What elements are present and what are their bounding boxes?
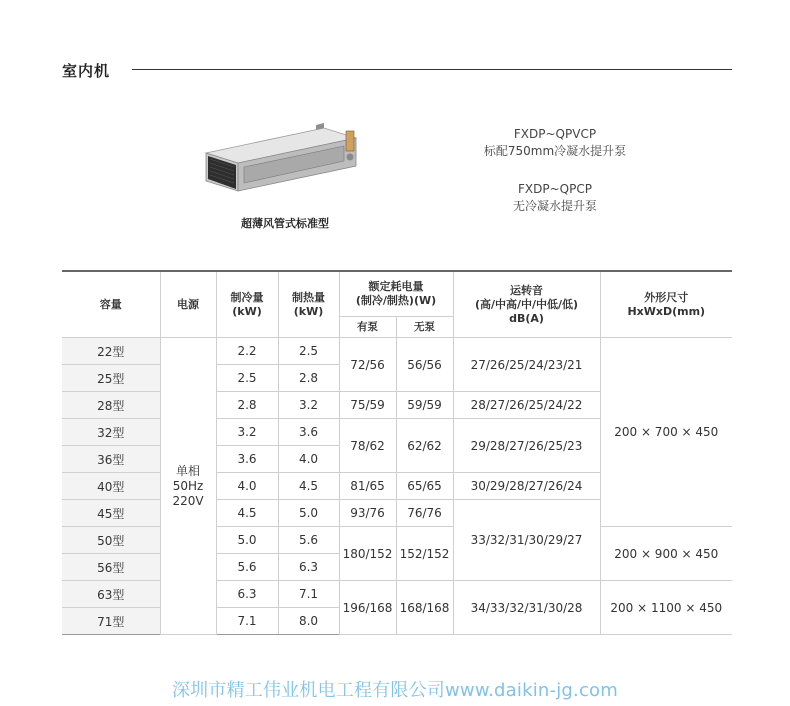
consumption-with-pump-cell: 196/168 (339, 581, 396, 635)
consumption-with-pump-cell: 72/56 (339, 338, 396, 392)
header-power: 电源 (160, 271, 216, 338)
header-cooling (216, 271, 278, 338)
cooling-cell: 4.5 (216, 500, 278, 527)
cooling-cell: 4.0 (216, 473, 278, 500)
consumption-with-pump-cell: 75/59 (339, 392, 396, 419)
heating-cell: 2.5 (278, 338, 339, 365)
heating-cell: 4.5 (278, 473, 339, 500)
cooling-cell: 3.2 (216, 419, 278, 446)
model-code: FXDP~QPCP (518, 182, 592, 196)
model-without-pump (455, 181, 655, 215)
power-frequency: 50Hz (172, 478, 204, 493)
power-supply-cell (160, 338, 216, 635)
heating-cell: 7.1 (278, 581, 339, 608)
noise-cell: 33/32/31/30/29/27 (453, 500, 600, 581)
model-code: FXDP~QPVCP (513, 127, 597, 141)
product-caption: 超薄风管式标准型 (241, 217, 329, 230)
header-dimensions-unit: HxWxD(mm) (627, 304, 706, 318)
ducted-unit-image (196, 113, 366, 198)
header-without-pump: 无泵 (396, 317, 453, 338)
cooling-cell: 6.3 (216, 581, 278, 608)
header-cooling-unit: (kW) (232, 304, 262, 318)
header-heating-label: 制热量 (292, 290, 325, 304)
cooling-cell: 2.2 (216, 338, 278, 365)
cooling-cell: 3.6 (216, 446, 278, 473)
capacity-cell: 63型 (62, 581, 160, 608)
heating-cell: 5.0 (278, 500, 339, 527)
model-description: 标配750mm冷凝水提升泵 (483, 144, 627, 158)
cooling-cell: 5.6 (216, 554, 278, 581)
capacity-cell: 50型 (62, 527, 160, 554)
title-divider (132, 69, 732, 70)
dimension-cell: 200 × 1100 × 450 (600, 581, 732, 635)
noise-cell: 28/27/26/25/24/22 (453, 392, 600, 419)
capacity-cell: 28型 (62, 392, 160, 419)
spec-table (62, 270, 732, 635)
consumption-without-pump-cell: 65/65 (396, 473, 453, 500)
capacity-cell: 71型 (62, 608, 160, 635)
header-consumption (339, 271, 453, 317)
model-description: 无冷凝水提升泵 (512, 199, 597, 213)
heating-cell: 4.0 (278, 446, 339, 473)
consumption-with-pump-cell: 78/62 (339, 419, 396, 473)
consumption-without-pump-cell: 59/59 (396, 392, 453, 419)
model-with-pump (455, 126, 655, 160)
capacity-cell: 25型 (62, 365, 160, 392)
consumption-without-pump-cell: 56/56 (396, 338, 453, 392)
consumption-without-pump-cell: 152/152 (396, 527, 453, 581)
consumption-with-pump-cell: 180/152 (339, 527, 396, 581)
cooling-cell: 5.0 (216, 527, 278, 554)
header-dimensions (600, 271, 732, 338)
capacity-cell: 36型 (62, 446, 160, 473)
power-voltage: 220V (172, 493, 204, 508)
heating-cell: 3.2 (278, 392, 339, 419)
header-heating-unit: (kW) (293, 304, 324, 318)
heating-cell: 5.6 (278, 527, 339, 554)
consumption-without-pump-cell: 76/76 (396, 500, 453, 527)
capacity-cell: 40型 (62, 473, 160, 500)
consumption-with-pump-cell: 81/65 (339, 473, 396, 500)
capacity-cell: 56型 (62, 554, 160, 581)
header-noise-levels: (高/中高/中/中低/低) (474, 297, 579, 311)
consumption-without-pump-cell: 168/168 (396, 581, 453, 635)
heating-cell: 8.0 (278, 608, 339, 635)
header-consumption-unit: (制冷/制热)(W) (355, 294, 437, 307)
header-with-pump: 有泵 (339, 317, 396, 338)
header-cooling-label: 制冷量 (230, 290, 264, 304)
footer-watermark: 深圳市精工伟业机电工程有限公司www.daikin-jg.com (171, 680, 618, 701)
header-heating (278, 271, 339, 338)
noise-cell: 30/29/28/27/26/24 (453, 473, 600, 500)
noise-cell: 34/33/32/31/30/28 (453, 581, 600, 635)
noise-cell: 27/26/25/24/23/21 (453, 338, 600, 392)
consumption-with-pump-cell: 93/76 (339, 500, 396, 527)
capacity-cell: 45型 (62, 500, 160, 527)
header-noise-label: 运转音 (510, 283, 544, 297)
cooling-cell: 7.1 (216, 608, 278, 635)
capacity-cell: 22型 (62, 338, 160, 365)
header-noise-unit: dB(A) (509, 311, 544, 325)
header-dimensions-label: 外形尺寸 (644, 290, 689, 304)
cooling-cell: 2.8 (216, 392, 278, 419)
power-phase: 单相 (175, 463, 200, 478)
header-consumption-label: 额定耗电量 (368, 280, 424, 293)
header-noise (453, 271, 600, 338)
heating-cell: 2.8 (278, 365, 339, 392)
consumption-without-pump-cell: 62/62 (396, 419, 453, 473)
heating-cell: 6.3 (278, 554, 339, 581)
heating-cell: 3.6 (278, 419, 339, 446)
capacity-cell: 32型 (62, 419, 160, 446)
dimension-cell: 200 × 700 × 450 (600, 338, 732, 527)
section-title: 室内机 (62, 62, 111, 80)
noise-cell: 29/28/27/26/25/23 (453, 419, 600, 473)
cooling-cell: 2.5 (216, 365, 278, 392)
dimension-cell: 200 × 900 × 450 (600, 527, 732, 581)
table-row (62, 338, 732, 365)
header-capacity: 容量 (62, 271, 160, 338)
